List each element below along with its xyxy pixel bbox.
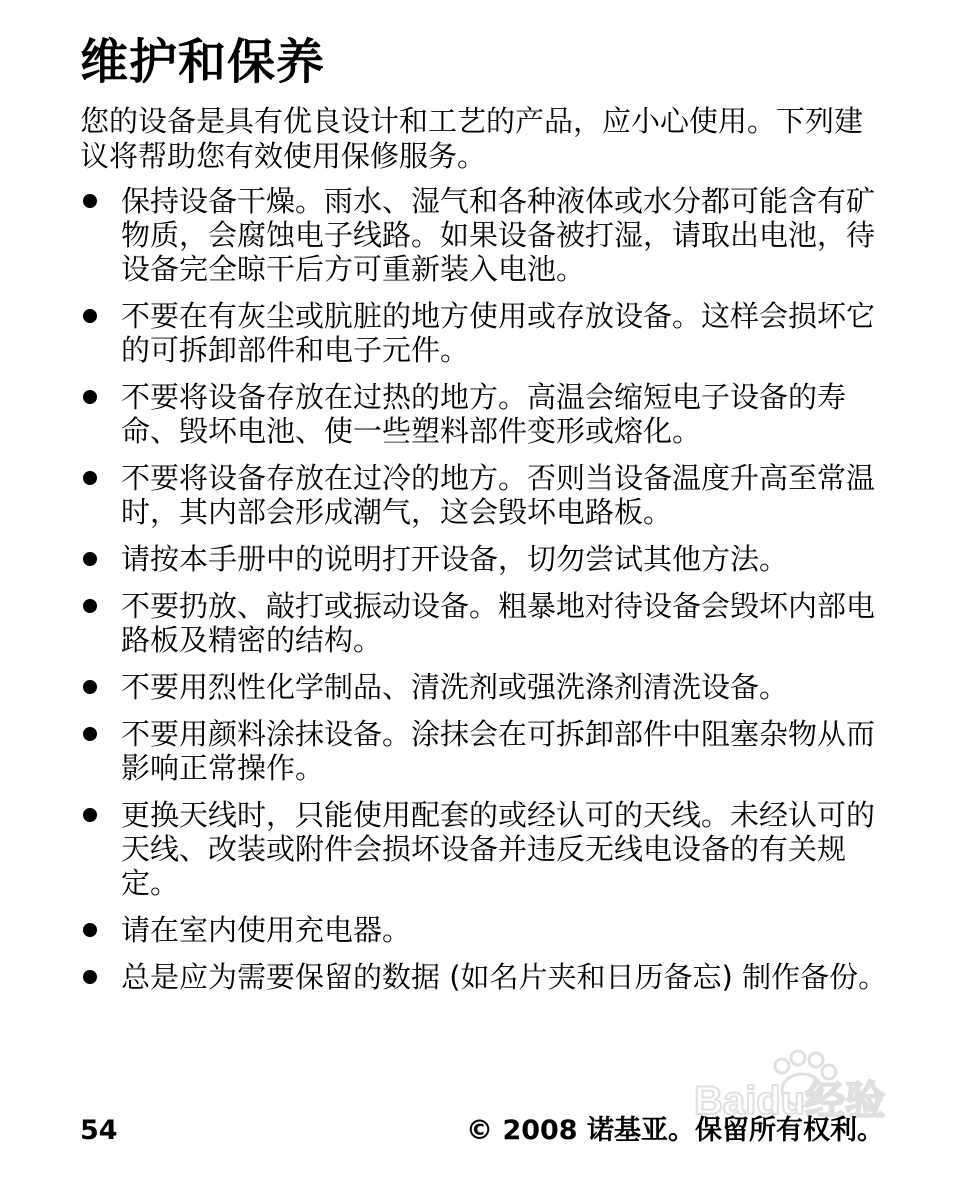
list-item-text: 不要在有灰尘或肮脏的地方使用或存放设备。这样会损坏它的可拆卸部件和电子元件。: [121, 299, 876, 367]
list-item: [80, 798, 890, 900]
bullet-icon: [83, 309, 97, 323]
list-item: [80, 670, 890, 704]
list-item: [80, 913, 890, 947]
bullet-icon: [83, 680, 97, 694]
bullet-icon: [83, 552, 97, 566]
bullet-icon: [83, 194, 97, 208]
list-item-text: 请在室内使用充电器。: [121, 913, 412, 947]
paw-toe-icon: [775, 1059, 789, 1073]
bullet-icon: [83, 970, 97, 984]
list-item: [80, 184, 890, 286]
list-item-text: 更换天线时，只能使用配套的或经认可的天线。未经认可的天线、改装或附件会损坏设备并违反无线电设备的有关规定。: [121, 798, 876, 900]
bullet-icon: [83, 471, 97, 485]
list-item-text: 不要用颜料涂抹设备。涂抹会在可拆卸部件中阻塞杂物从而影响正常操作。: [121, 717, 876, 785]
page-number: 54: [80, 1115, 118, 1146]
list-item: [80, 589, 890, 657]
page-title: 维护和保养: [80, 34, 326, 90]
list-item-text: 不要扔放、敲打或振动设备。粗暴地对待设备会毁坏内部电路板及精密的结构。: [121, 589, 876, 657]
bullet-icon: [83, 727, 97, 741]
copyright-notice: © 2008 诺基亚。保留所有权利。: [466, 1115, 884, 1146]
list-item: [80, 542, 890, 576]
intro-paragraph: 您的设备是具有优良设计和工艺的产品，应小心使用。下列建议将帮助您有效使用保修服务。: [80, 104, 864, 173]
paw-toe-icon: [822, 1065, 836, 1079]
bullet-icon: [83, 599, 97, 613]
list-item-text: 请按本手册中的说明打开设备，切勿尝试其他方法。: [121, 542, 789, 576]
watermark-text: Baidu经验: [694, 1079, 886, 1123]
bullet-icon: [83, 390, 97, 404]
list-item: [80, 717, 890, 785]
list-item: [80, 299, 890, 367]
paw-toe-icon: [791, 1051, 805, 1065]
list-item-text: 不要将设备存放在过冷的地方。否则当设备温度升高至常温时，其内部会形成潮气，这会毁坏电路板。: [121, 461, 876, 529]
paw-toe-icon: [809, 1053, 823, 1067]
care-list: [80, 184, 890, 1007]
list-item-text: 不要用烈性化学制品、清洗剂或强洗涤剂清洗设备。: [121, 670, 789, 704]
list-item: [80, 461, 890, 529]
list-item-text: 不要将设备存放在过热的地方。高温会缩短电子设备的寿命、毁坏电池、使一些塑料部件变形或熔化。: [121, 380, 847, 448]
bullet-icon: [83, 808, 97, 822]
list-item: [80, 380, 890, 448]
bullet-icon: [83, 923, 97, 937]
list-item-text: 保持设备干燥。雨水、湿气和各种液体或水分都可能含有矿物质，会腐蚀电子线路。如果设备被打湿，请取出电池，待设备完全晾干后方可重新装入电池。: [121, 184, 876, 286]
list-item-text: 总是应为需要保留的数据 (如名片夹和日历备忘) 制作备份。: [121, 960, 888, 994]
list-item: [80, 960, 890, 994]
